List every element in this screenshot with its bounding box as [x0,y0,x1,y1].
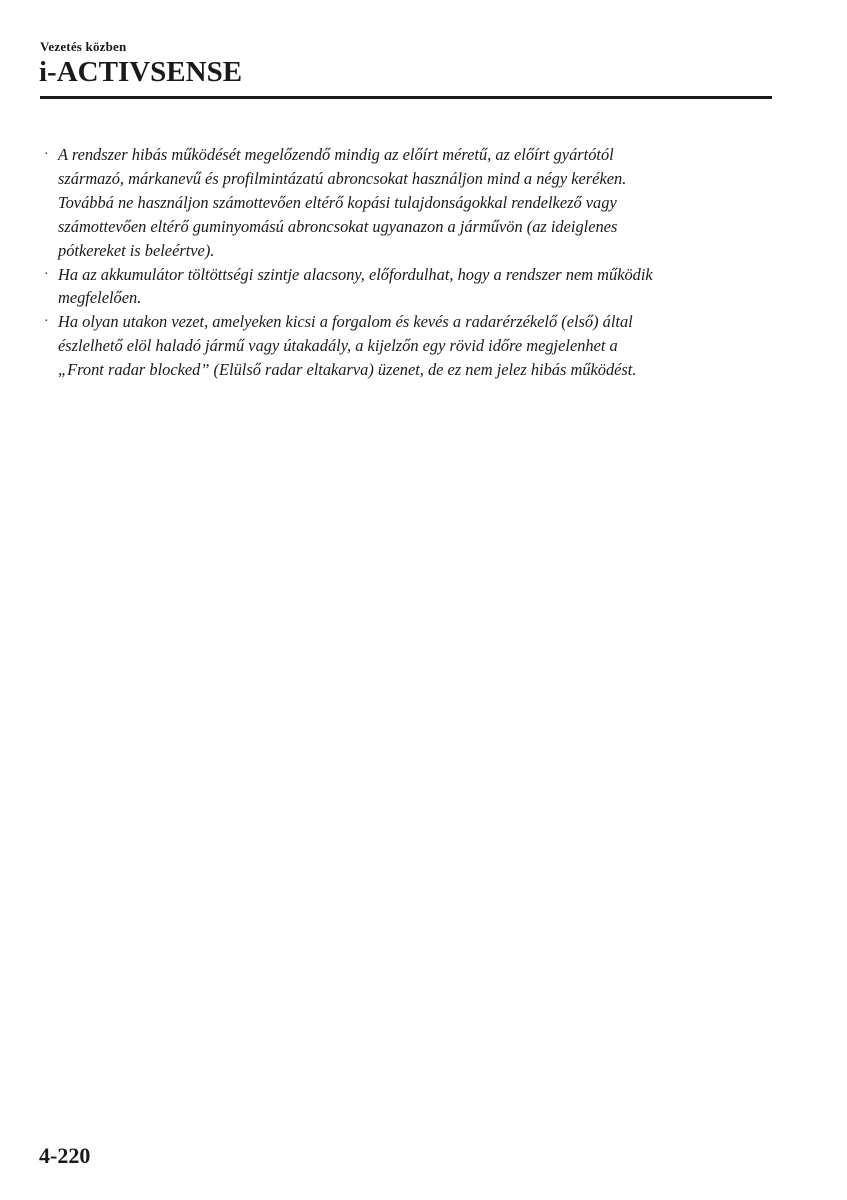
page-title: i-ACTIVSENSE [39,56,243,88]
bullet-icon: · [44,266,49,282]
bullet-icon: · [44,147,49,162]
list-item [44,310,784,382]
page-number: 4-220 [39,1143,91,1168]
list-item [44,143,784,263]
note-text: Ha az akkumulátor töltöttségi szintje alacsony, előfordulhat, hogy a rendszer nem működik megfelelően. [58,264,653,308]
title-divider [40,96,772,99]
list-item [44,263,784,311]
note-text: Ha olyan utakon vezet, amelyeken kicsi a forgalom és kevés a radarérzékelő (első) által észlelhető elöl haladó jármű vagy útakadály, a kijelzőn egy rövid időre megjelenhet a „Front radar blocked” (Elülső radar eltakarva) üzenet, de ez nem jelez hibás működést. [58,312,637,380]
section-label: Vezetés közben [40,39,127,54]
note-text: A rendszer hibás működését megelőzendő mindig az előírt méretű, az előírt gyártótól származó, márkanevű és profilmintázatú abroncsokat használjon mind a négy keréken. Továbbá ne használjon számottevően eltérő kopási tulajdonságokkal rendelkező vagy számottevően eltérő guminyomású abroncsokat ugyanazon a járművön (az ideiglenes pótkereket is beleértve). [58,145,627,260]
bullet-icon: · [44,314,49,330]
notes-list [44,143,784,382]
